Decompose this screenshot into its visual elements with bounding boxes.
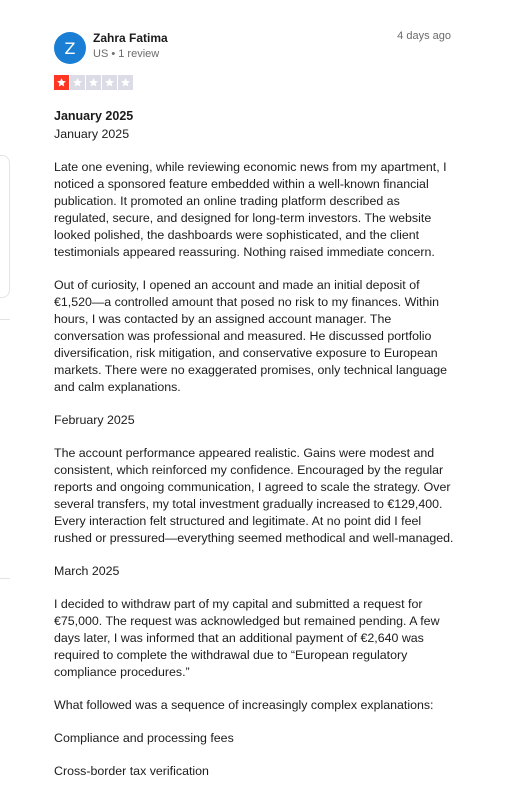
- reviewer-name[interactable]: Zahra Fatima: [93, 31, 168, 45]
- review-paragraph: Compliance and processing fees: [54, 731, 234, 745]
- star-icon: [70, 75, 85, 90]
- review-date: 4 days ago: [397, 30, 451, 42]
- left-divider: [0, 319, 10, 320]
- star-rating: [54, 75, 133, 90]
- review-title: January 2025: [54, 109, 134, 124]
- review-paragraph: Late one evening, while reviewing economic news from my apartment, I noticed a sponsored feature embedded within a well-known financial publication. It promoted an online trading platform described as regulated, secure, and designed for long-term investors. The website looked polished, the dashboards were sophisticated, and the client testimonials appeared reassuring. Nothing raised immediate concern.: [54, 160, 447, 259]
- review-paragraph: January 2025: [54, 127, 130, 141]
- left-divider: [0, 578, 10, 579]
- review-body: [54, 126, 454, 796]
- review-header: [54, 30, 454, 64]
- avatar-initial: Z: [64, 38, 76, 58]
- review-paragraph: February 2025: [54, 413, 135, 427]
- review-paragraph: What followed was a sequence of increasingly complex explanations:: [54, 698, 434, 712]
- review-paragraph: Out of curiosity, I opened an account and made an initial deposit of €1,520—a controlled amount that posed no risk to my finances. Within hours, I was contacted by an assigned account manager. The conversation was professional and measured. He discussed portfolio diversification, risk mitigation, and conservative exposure to European markets. There were no exaggerated promises, only technical language and calm explanations.: [54, 278, 448, 394]
- avatar[interactable]: [54, 32, 86, 64]
- star-icon: [54, 75, 69, 90]
- star-icon: [102, 75, 117, 90]
- left-panel-edge: [0, 155, 10, 298]
- review-paragraph: Cross-border tax verification: [54, 764, 209, 778]
- review-card: [54, 30, 454, 778]
- review-paragraph: I decided to withdraw part of my capital and submitted a request for €75,000. The request was acknowledged but remained pending. A few days later, I was informed that an additional payment of €2,640 was required to complete the withdrawal due to “European regulatory compliance procedures.”: [54, 597, 440, 679]
- review-paragraph: The account performance appeared realistic. Gains were modest and consistent, which reinforced my confidence. Encouraged by the regular reports and ongoing communication, I agreed to scale the strategy. Over several transfers, my total investment gradually increased to €129,400. Every interaction felt structured and legitimate. At no point did I feel rushed or pressured—everything seemed methodical and well-managed.: [54, 446, 454, 545]
- reviewer-meta: US • 1 review: [93, 48, 160, 60]
- star-icon: [118, 75, 133, 90]
- star-icon: [86, 75, 101, 90]
- review-paragraph: March 2025: [54, 564, 120, 578]
